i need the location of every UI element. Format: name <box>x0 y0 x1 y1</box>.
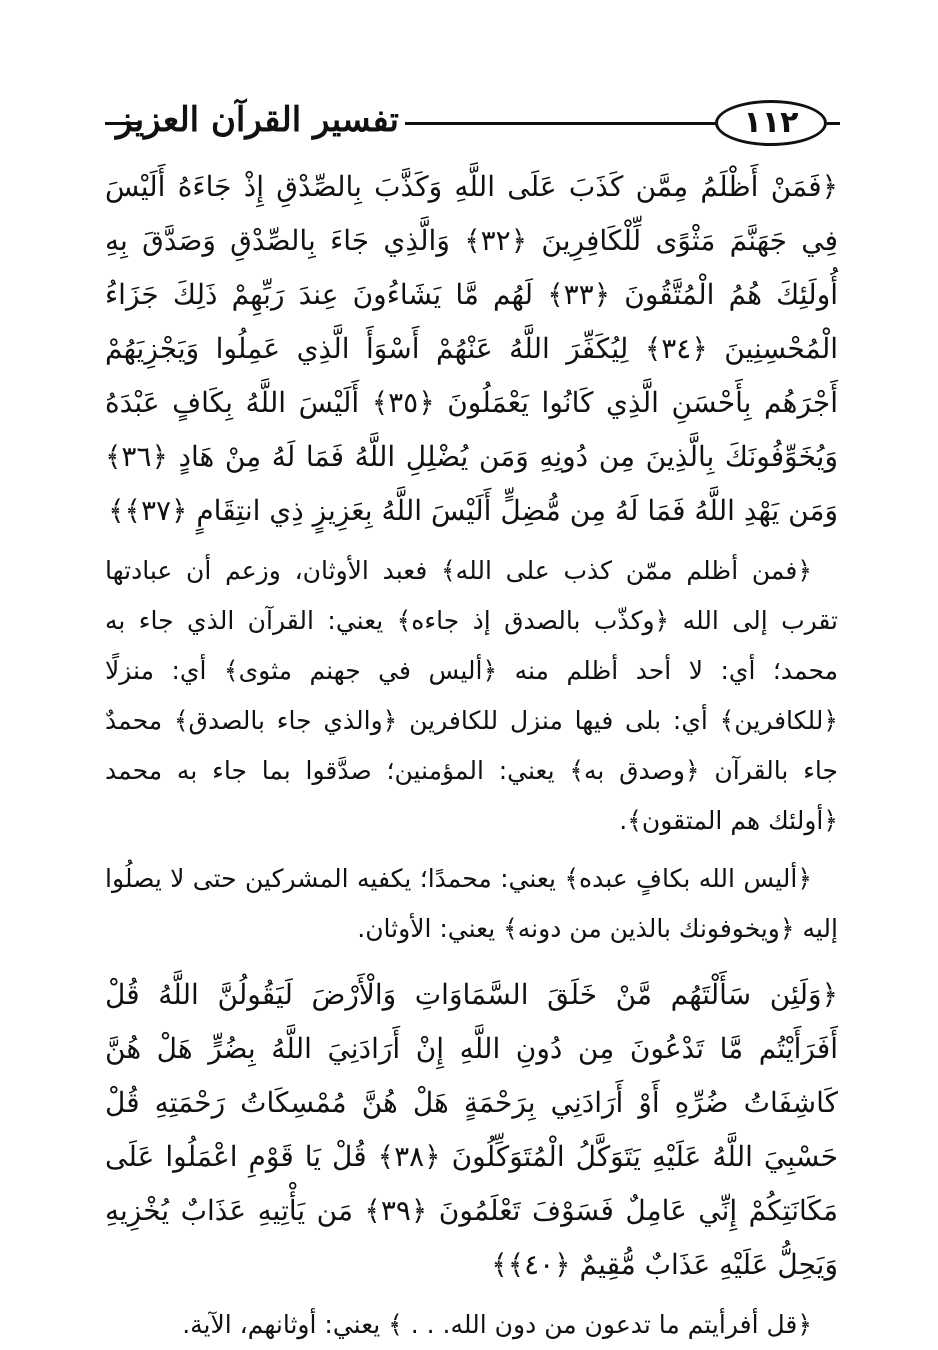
commentary-paragraph: ﴿قل أفرأيتم ما تدعون من دون الله. . . ﴾ يعني: أوثانهم، الآية. <box>182 1310 812 1339</box>
quran-verses-38-40: ﴿وَلَئِن سَأَلْتَهُم مَّنْ خَلَقَ السَّمَاوَاتِ وَالْأَرْضَ لَيَقُولُنَّ اللَّهُ قُلْ أَفَرَأَيْتُم مَّا تَدْعُونَ مِن دُونِ اللَّهِ إِنْ أَرَادَنِيَ اللَّهُ بِضُرٍّ هَلْ هُنَّ كَاشِفَاتُ ضُرِّهِ أَوْ أَرَادَنِي بِرَحْمَةٍ هَلْ هُنَّ مُمْسِكَاتُ رَحْمَتِهِ قُلْ حَسْبِيَ اللَّهُ عَلَيْهِ يَتَوَكَّلُ الْمُتَوَكِّلُونَ ﴿٣٨﴾ قُلْ يَا قَوْمِ اعْمَلُوا عَلَى مَكَانَتِكُمْ إِنِّي عَامِلٌ فَسَوْفَ تَعْلَمُونَ ﴿٣٩﴾ مَن يَأْتِيهِ عَذَابٌ يُخْزِيهِ وَيَحِلُّ عَلَيْهِ عَذَابٌ مُّقِيمٌ ﴿٤٠﴾﴾ <box>105 978 839 1281</box>
quran-verses-32-37: ﴿فَمَنْ أَظْلَمُ مِمَّن كَذَبَ عَلَى اللَّهِ وَكَذَّبَ بِالصِّدْقِ إِذْ جَاءَهُ أَلَيْسَ فِي جَهَنَّمَ مَثْوًى لِّلْكَافِرِينَ ﴿٣٢﴾ وَالَّذِي جَاءَ بِالصِّدْقِ وَصَدَّقَ بِهِ أُولَئِكَ هُمُ الْمُتَّقُونَ ﴿٣٣﴾ لَهُم مَّا يَشَاءُونَ عِندَ رَبِّهِمْ ذَلِكَ جَزَاءُ الْمُحْسِنِينَ ﴿٣٤﴾ لِيُكَفِّرَ اللَّهُ عَنْهُمْ أَسْوَأَ الَّذِي عَمِلُوا وَيَجْزِيَهُمْ أَجْرَهُم بِأَحْسَنِ الَّذِي كَانُوا يَعْمَلُونَ ﴿٣٥﴾ أَلَيْسَ اللَّهُ بِكَافٍ عَبْدَهُ وَيُخَوِّفُونَكَ بِالَّذِينَ مِن دُونِهِ وَمَن يُضْلِلِ اللَّهُ فَمَا لَهُ مِنْ هَادٍ ﴿٣٦﴾ وَمَن يَهْدِ اللَّهُ فَمَا لَهُ مِن مُّضِلٍّ أَلَيْسَ اللَّهُ بِعَزِيزٍ ذِي انتِقَامٍ ﴿٣٧﴾﴾ <box>105 170 839 527</box>
commentary-paragraph: ﴿فمن أظلم ممّن كذب على الله﴾ فعبد الأوثان، وزعم أن عبادتها تقرب إلى الله ﴿وكذّب بالصدق إذ جاءه﴾ يعني: القرآن الذي جاء به محمد؛ أي: لا أحد أظلم منه ﴿أليس في جهنم مثوى﴾ أي: منزلًا ﴿للكافرين﴾ أي: بلى فيها منزل للكافرين ﴿والذي جاء بالصدق﴾ محمدٌ جاء بالقرآن ﴿وصدق به﴾ يعني: المؤمنين؛ صدَّقوا بما جاء به محمد ﴿أولئك هم المتقون﴾. <box>105 556 838 835</box>
page-number-badge: ١١٢ <box>715 100 827 146</box>
page-header <box>105 96 840 152</box>
book-title: تفسير القرآن العزيز <box>115 100 399 140</box>
page-body <box>105 160 838 1350</box>
header-rule-right <box>827 122 840 125</box>
commentary-paragraph: ﴿أليس الله بكافٍ عبده﴾ يعني: محمدًا؛ يكفيه المشركين حتى لا يصلُوا إليه ﴿ويخوفونك بالذين من دونه﴾ يعني: الأوثان. <box>105 864 838 943</box>
